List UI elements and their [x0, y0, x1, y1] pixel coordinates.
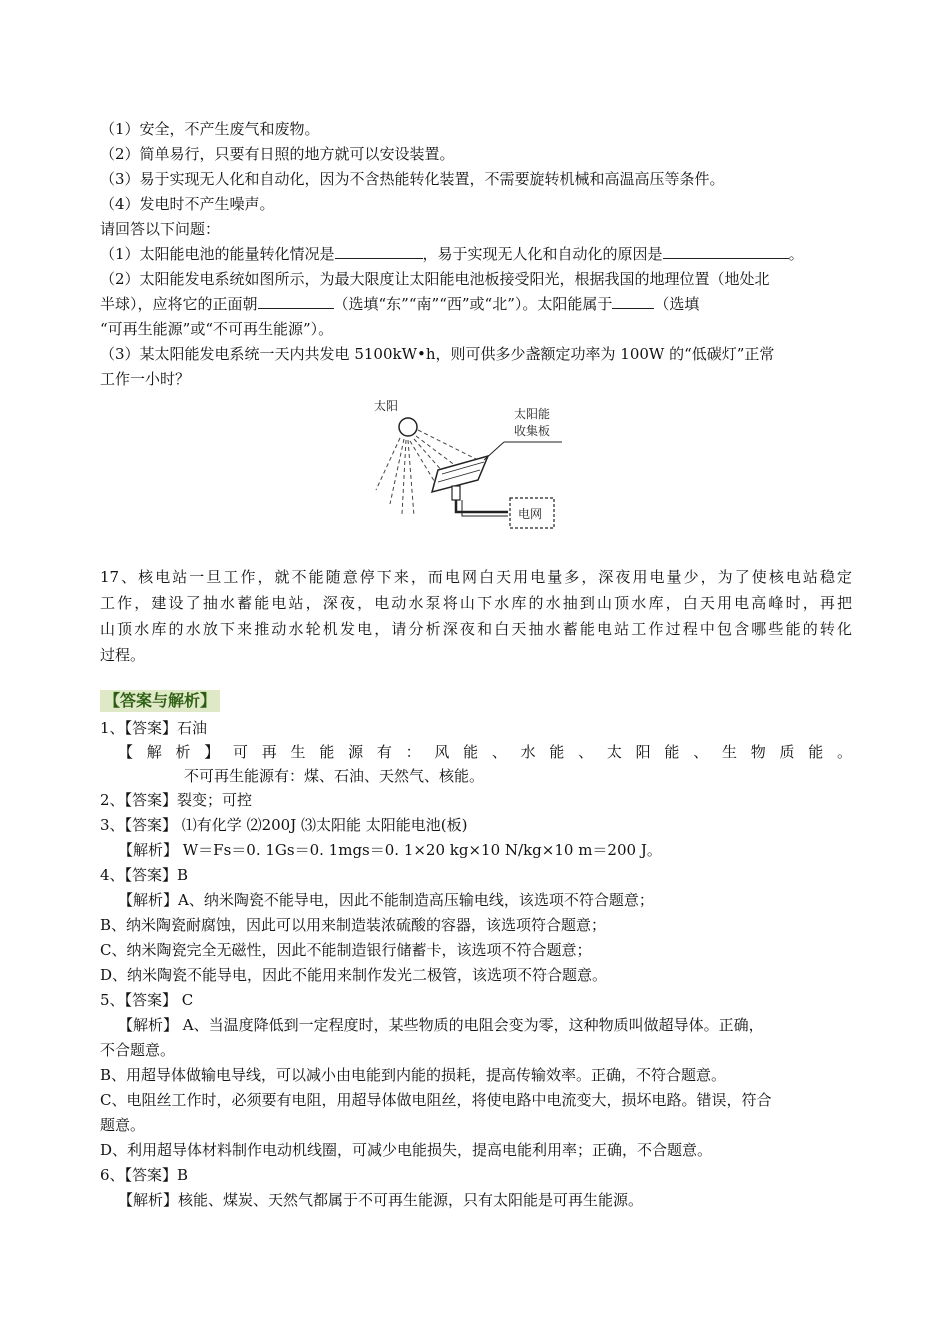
answer-blank [258, 294, 334, 309]
question-prompt: 请回答以下问题： [100, 220, 221, 238]
sub-question-2-text-b: 半球），应将它的正面朝 [100, 295, 258, 313]
answer-1-explanation-1: 【解析】可再生能源有：风能、水能、太阳能、生物质能。 [118, 743, 852, 761]
sub-question-1-text-a: （1）太阳能电池的能量转化情况是 [100, 245, 335, 263]
sub-question-2-text-c: （选填“东”“南”“西”或“北”）。太阳能属于 [333, 295, 613, 313]
grid-label: 电网 [518, 507, 543, 521]
answer-6: 6、【答案】B [100, 1166, 189, 1184]
feature-2: （2）简单易行，只要有日照的地方就可以安设装置。 [100, 145, 455, 163]
question-17-line-1: 17、核电站一旦工作，就不能随意停下来，而电网白天用电量多，深夜用电量少，为了使核电站稳定 [100, 568, 852, 586]
answer-1-explanation-2: 不可再生能源有：煤、石油、天然气、核能。 [184, 767, 485, 785]
sub-question-2-line-1: （2）太阳能发电系统如图所示，为最大限度让太阳能电池板接受阳光，根据我国的地理位置（地处北 [100, 270, 770, 288]
question-17-line-2: 工作，建设了抽水蓄能电站，深夜，电动水泵将山下水库的水抽到山顶水库，白天用电高峰时，再把 [100, 594, 852, 612]
sub-question-3-line-2: 工作一小时？ [100, 370, 191, 388]
answer-5-explanation-c-1: C、电阻丝工作时，必须要有电阻，用超导体做电阻丝，将使电路中电流变大，损坏电路。错误，符合 [100, 1091, 772, 1109]
answer-blank [335, 244, 423, 259]
answer-4: 4、【答案】B [100, 866, 189, 884]
sub-question-2-line-2 [100, 294, 852, 314]
sub-question-1 [100, 244, 852, 264]
answer-6-explanation: 【解析】核能、煤炭、天然气都属于不可再生能源，只有太阳能是可再生能源。 [118, 1191, 644, 1209]
panel-label-line-1: 太阳能 [514, 407, 551, 421]
feature-1: （1）安全，不产生废气和废物。 [100, 120, 320, 138]
answer-5: 5、【答案】 C [100, 991, 194, 1009]
answer-5-explanation-d: D、利用超导体材料制作电动机线圈，可减少电能损失，提高电能利用率；正确，不合题意。 [100, 1141, 713, 1159]
feature-3: （3）易于实现无人化和自动化，因为不含热能转化装置，不需要旋转机械和高温高压等条件。 [100, 170, 725, 188]
answer-3-explanation: 【解析】 W＝Fs＝0. 1Gs＝0. 1mgs＝0. 1×20 kg×10 N/kg×10 m＝200 J。 [118, 841, 662, 859]
answer-5-explanation-a-1: 【解析】 A、当温度降低到一定程度时，某些物质的电阻会变为零，这种物质叫做超导体。正确， [118, 1016, 764, 1034]
solar-system-figure [366, 394, 580, 536]
sun-icon [399, 418, 417, 436]
solar-panel-icon [432, 456, 508, 516]
sub-question-2-text-d: （选填 [654, 295, 700, 313]
question-17-line-4: 过程。 [100, 646, 146, 664]
answer-5-explanation-b: B、用超导体做输电导线，可以减小由电能到内能的损耗，提高传输效率。正确，不符合题意。 [100, 1066, 727, 1084]
answer-2: 2、【答案】裂变；可控 [100, 791, 253, 809]
answer-5-explanation-c-2: 题意。 [100, 1116, 146, 1134]
answers-heading: 【答案与解析】 [100, 690, 220, 712]
answer-5-explanation-a-2: 不合题意。 [100, 1041, 176, 1059]
answer-1: 1、【答案】石油 [100, 719, 208, 737]
panel-label-line-2: 收集板 [514, 424, 551, 438]
sub-question-1-text-b: ，易于实现无人化和自动化的原因是 [422, 245, 663, 263]
answer-4-explanation-b: B、纳米陶瓷耐腐蚀，因此可以用来制造装浓硫酸的容器，该选项符合题意； [100, 916, 607, 934]
answer-4-explanation-a: 【解析】A、纳米陶瓷不能导电，因此不能制造高压输电线，该选项不符合题意； [118, 891, 654, 909]
answer-3: 3、【答案】 ⑴有化学 ⑵200J ⑶太阳能 太阳能电池(板) [100, 816, 468, 834]
sub-question-3-line-1: （3）某太阳能发电系统一天内共发电 5100kW•h，则可供多少盏额定功率为 100W 的“低碳灯”正常 [100, 345, 775, 363]
sub-question-1-text-c: 。 [788, 245, 804, 263]
feature-4: （4）发电时不产生噪声。 [100, 195, 275, 213]
label-pointer [484, 442, 504, 460]
sub-question-2-line-3: “可再生能源”或“不可再生能源”）。 [100, 320, 334, 338]
sun-label: 太阳 [374, 399, 399, 413]
answer-blank [612, 294, 654, 309]
answer-4-explanation-d: D、纳米陶瓷不能导电，因此不能用来制作发光二极管，该选项不符合题意。 [100, 966, 608, 984]
question-17-line-3: 山顶水库的水放下来推动水轮机发电，请分析深夜和白天抽水蓄能电站工作过程中包含哪些能的转化 [100, 620, 852, 638]
answer-blank [663, 244, 789, 259]
answer-4-explanation-c: C、纳米陶瓷完全无磁性，因此不能制造银行储蓄卡，该选项不符合题意； [100, 941, 592, 959]
